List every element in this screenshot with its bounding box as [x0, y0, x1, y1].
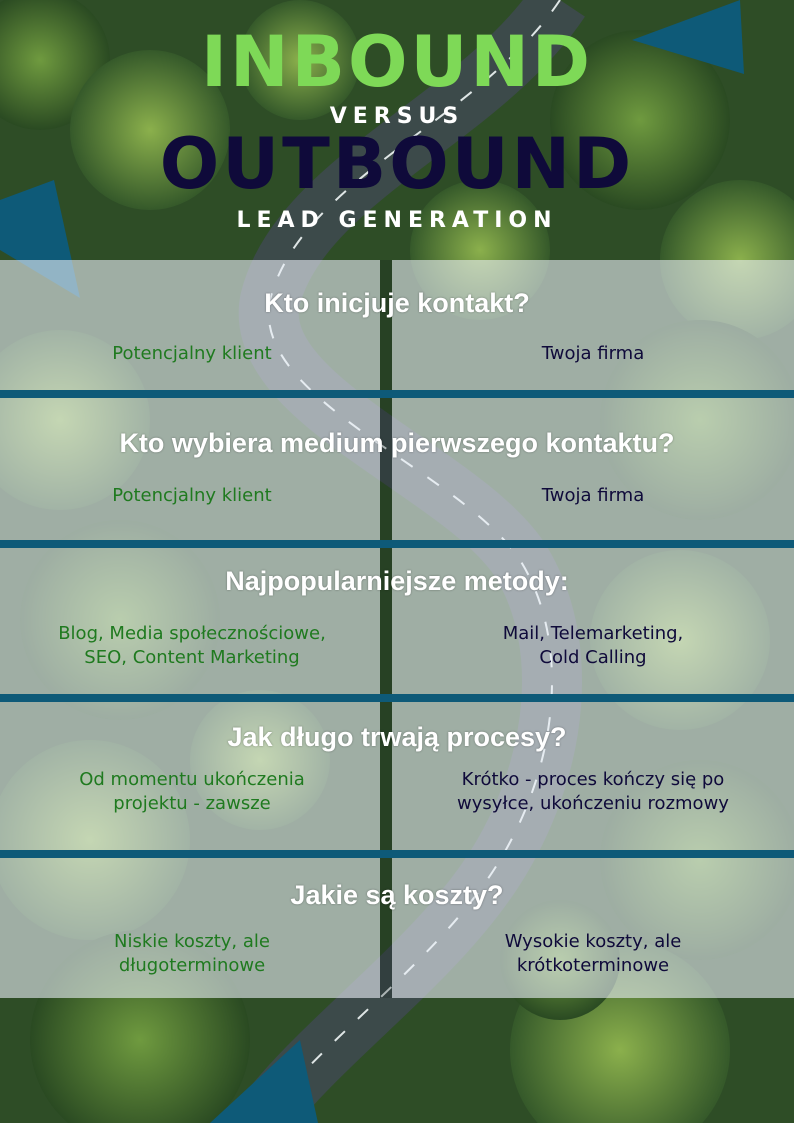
inbound-title: INBOUND: [200, 21, 594, 103]
row-divider: [0, 694, 794, 702]
answer-line: długoterminowe: [118, 955, 266, 976]
title-block: [0, 0, 794, 260]
answer-line: Cold Calling: [539, 647, 647, 668]
answer-line: Niskie koszty, ale: [114, 931, 270, 952]
row-question: Kto wybiera medium pierwszego kontaktu?: [119, 428, 675, 458]
inbound-answer: [0, 622, 384, 670]
answer-line: Od momentu ukończenia: [79, 769, 305, 790]
inbound-answer: [0, 342, 384, 366]
outbound-answer: [392, 484, 794, 508]
outbound-title: OUTBOUND: [159, 123, 635, 205]
comparison-row-initiator: [0, 260, 794, 390]
outbound-answer: [392, 342, 794, 366]
answer-line: Blog, Media społecznościowe,: [58, 623, 326, 644]
inbound-answer: [0, 930, 384, 978]
answer-line: Mail, Telemarketing,: [502, 623, 684, 644]
row-question: Jakie są koszty?: [290, 880, 504, 910]
answer-line: Potencjalny klient: [112, 485, 272, 506]
answer-line: Krótko - proces kończy się po: [461, 769, 725, 790]
row-question: Kto inicjuje kontakt?: [264, 288, 530, 318]
inbound-panel: [0, 260, 380, 390]
comparison-row-medium: [0, 398, 794, 540]
row-question: Najpopularniejsze metody:: [225, 566, 569, 596]
inbound-answer: [0, 484, 384, 508]
comparison-row-duration: [0, 702, 794, 850]
outbound-answer: [392, 622, 794, 670]
answer-line: Twoja firma: [541, 343, 645, 364]
comparison-row-costs: [0, 858, 794, 998]
versus-label: VERSUS: [329, 104, 465, 129]
outbound-panel: [392, 398, 794, 540]
row-divider: [0, 850, 794, 858]
inbound-panel: [0, 398, 380, 540]
outbound-answer: [392, 930, 794, 978]
row-question: Jak długo trwają procesy?: [227, 722, 567, 752]
lead-generation-subtitle: LEAD GENERATION: [236, 208, 558, 233]
answer-line: wysyłce, ukończeniu rozmowy: [457, 793, 729, 814]
answer-line: projektu - zawsze: [113, 793, 271, 814]
inbound-answer: [0, 768, 384, 816]
outbound-panel: [392, 260, 794, 390]
answer-line: SEO, Content Marketing: [84, 647, 300, 668]
outbound-answer: [392, 768, 794, 816]
comparison-row-methods: [0, 548, 794, 694]
row-divider: [0, 390, 794, 398]
answer-line: Twoja firma: [541, 485, 645, 506]
answer-line: krótkoterminowe: [516, 955, 670, 976]
answer-line: Wysokie koszty, ale: [504, 931, 682, 952]
row-divider: [0, 540, 794, 548]
answer-line: Potencjalny klient: [112, 343, 272, 364]
